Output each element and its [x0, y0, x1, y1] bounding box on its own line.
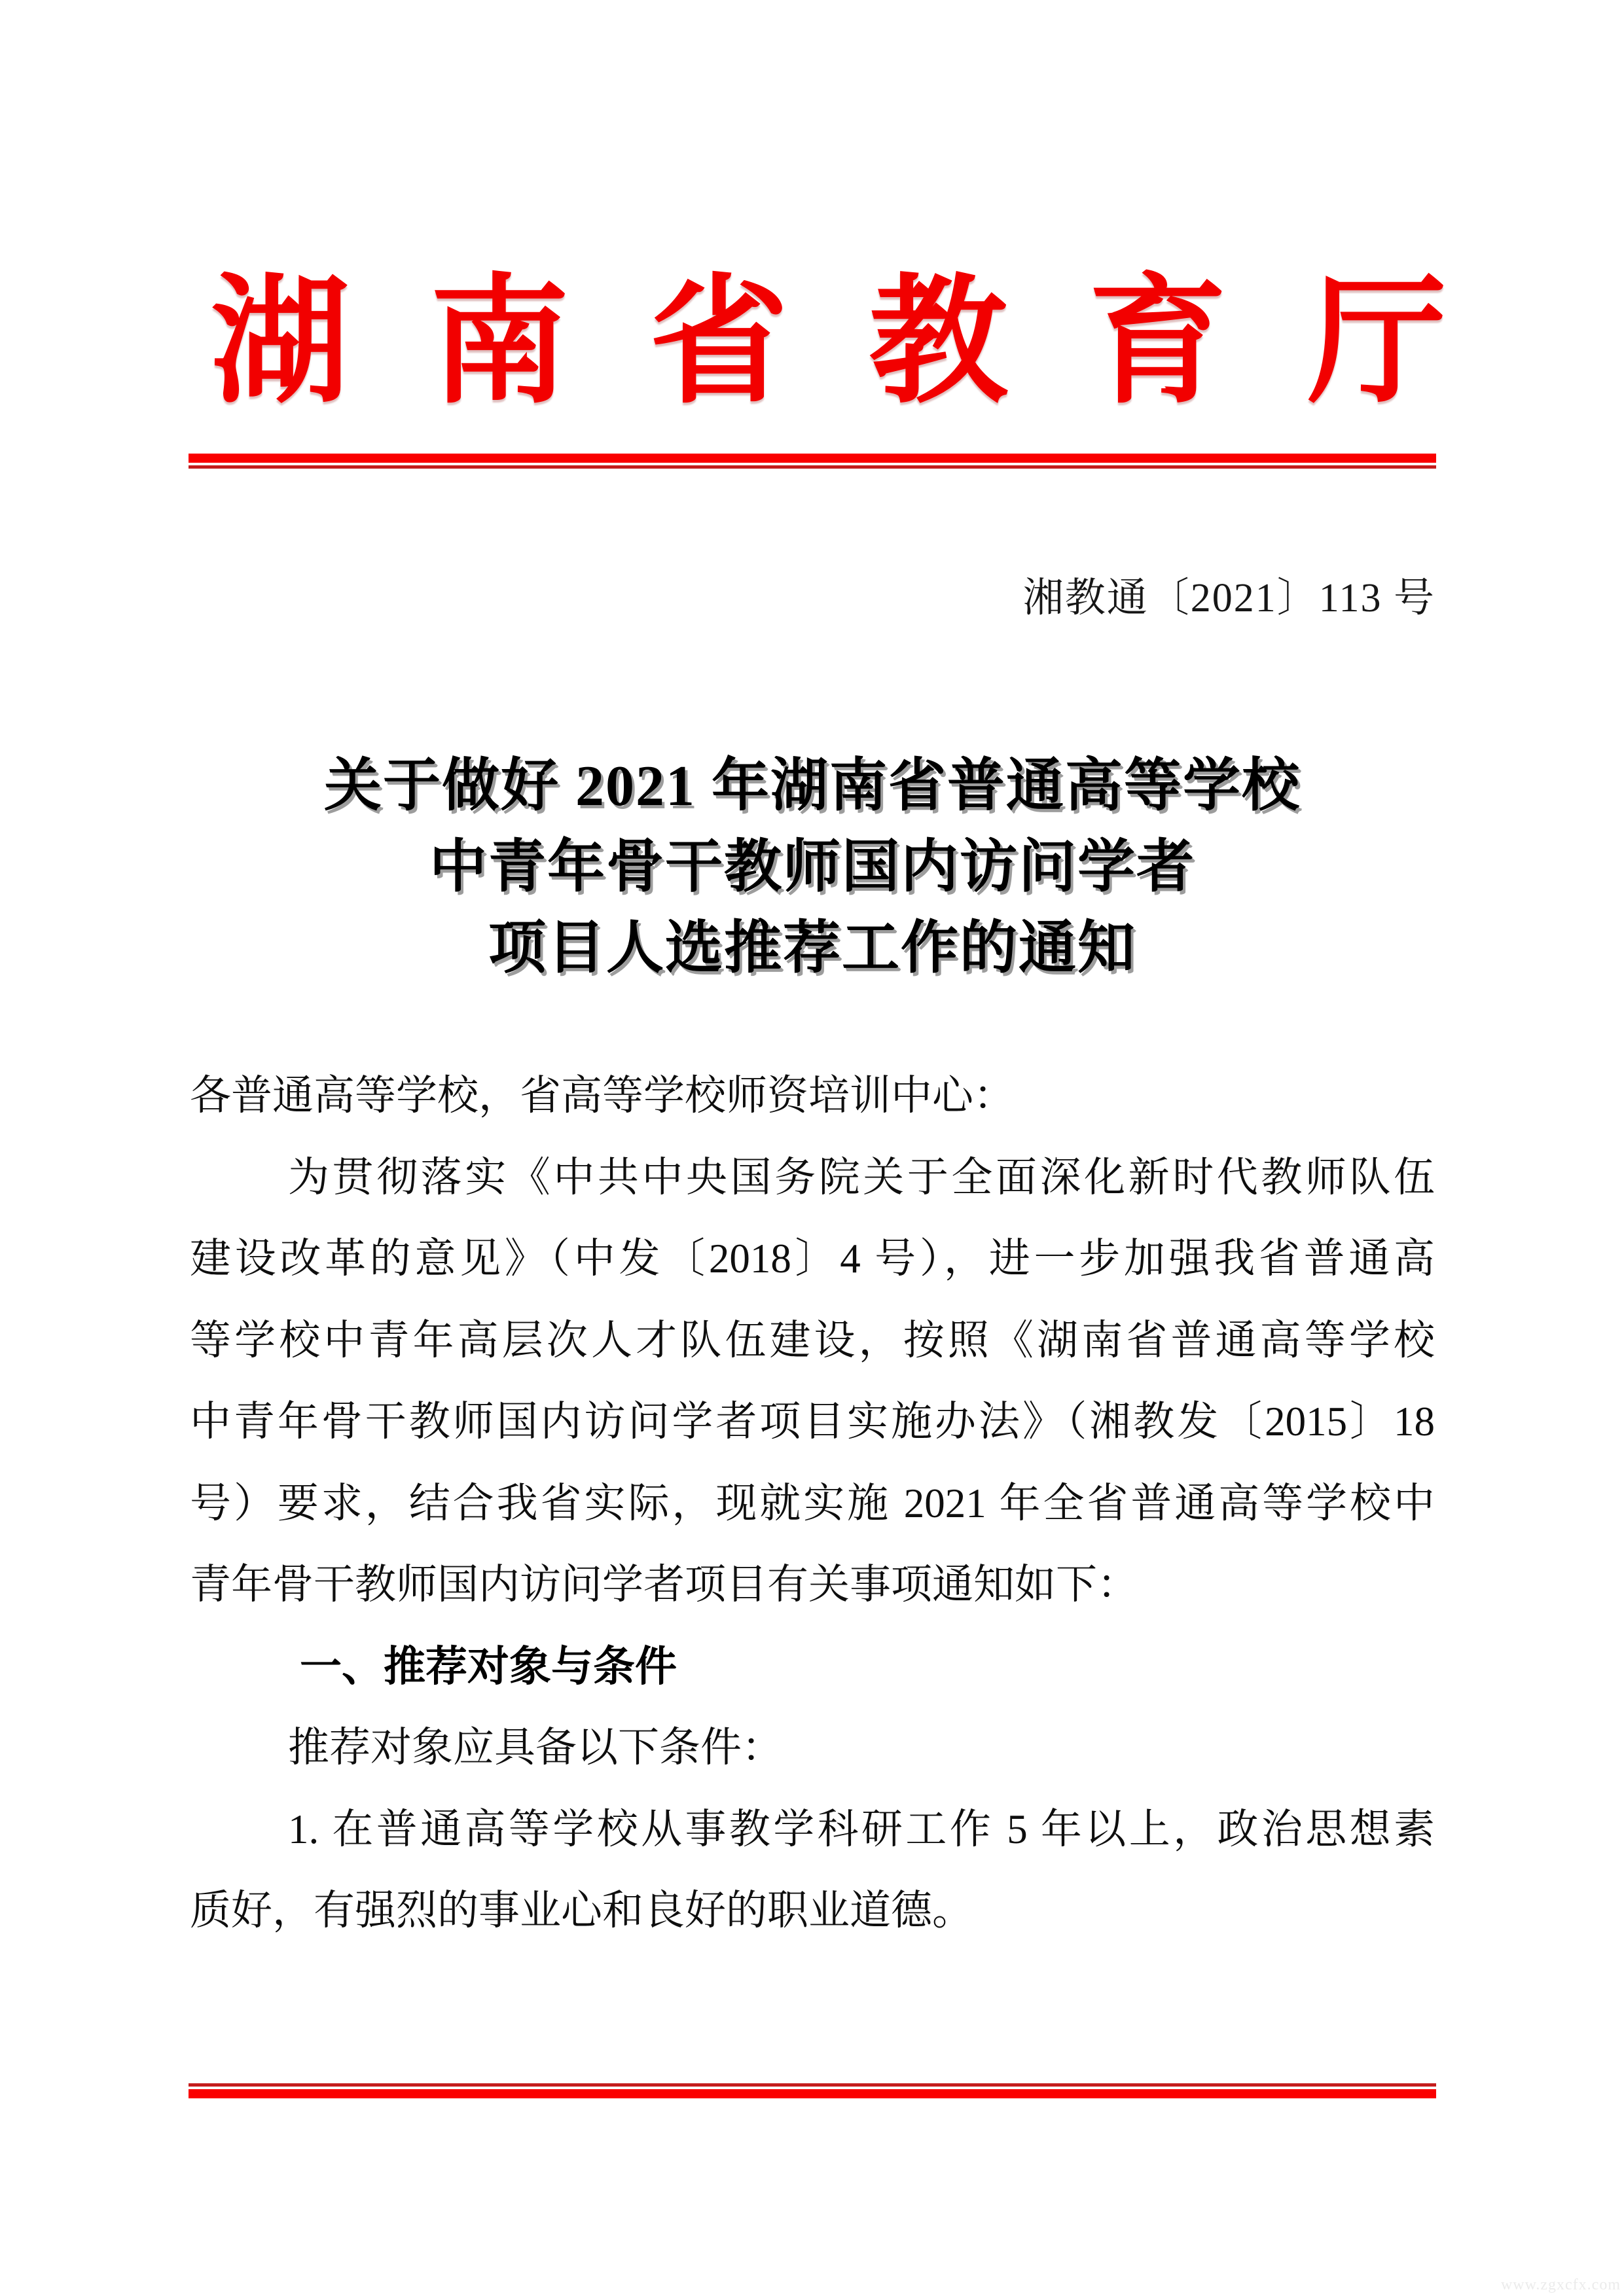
title-line: 关于做好 2021 年湖南省普通高等学校 [323, 755, 1301, 818]
paragraph-line: 建设改革的意见》（中发〔2018〕4 号），进一步加强我省普通高 [190, 1236, 1435, 1282]
paragraph-line: 青年骨干教师国内访问学者项目有关事项通知如下： [190, 1562, 1138, 1607]
rule-thin-line [189, 465, 1436, 469]
rule-thick-line [189, 454, 1436, 463]
agency-name-char: 育 [1088, 266, 1227, 420]
agency-name-char: 教 [869, 266, 1008, 420]
paragraph-line: 号）要求，结合我省实际，现就实施 2021 年全省普通高等学校中 [190, 1480, 1435, 1526]
agency-letterhead [211, 267, 1447, 424]
list-item-line: 质好，有强烈的事业心和良好的职业道德。 [190, 1888, 973, 1933]
list-item-line: 1. 在普通高等学校从事教学科研工作 5 年以上，政治思想素 [288, 1806, 1435, 1852]
section-heading: 一、推荐对象与条件 [300, 1642, 677, 1690]
document-number: 湘教通〔2021〕113 号 [1022, 576, 1435, 620]
title-line: 项目人选推荐工作的通知 [488, 917, 1136, 980]
body-text [190, 1055, 1435, 1952]
rule-thick-line [189, 2089, 1436, 2098]
agency-name-char: 厅 [1307, 266, 1447, 420]
title-line: 中青年骨干教师国内访问学者 [429, 836, 1195, 899]
agency-name-char: 省 [649, 266, 789, 420]
agency-name-char: 湖 [211, 266, 350, 420]
paragraph-line: 推荐对象应具备以下条件： [288, 1725, 783, 1770]
letterhead-double-rule [189, 454, 1436, 469]
paragraph-line: 为贯彻落实《中共中央国务院关于全面深化新时代教师队伍 [288, 1154, 1435, 1200]
salutation-line: 各普通高等学校，省高等学校师资培训中心： [190, 1073, 1015, 1119]
watermark: www.zgxcfx.com [1500, 2276, 1621, 2293]
document-title [190, 746, 1435, 990]
agency-name-char: 南 [430, 266, 569, 420]
bottom-double-rule [189, 2083, 1436, 2098]
paragraph-line: 中青年骨干教师国内访问学者项目实施办法》（湘教发〔2015〕18 [190, 1399, 1435, 1444]
paragraph-line: 等学校中青年高层次人才队伍建设，按照《湖南省普通高等学校 [190, 1317, 1435, 1363]
